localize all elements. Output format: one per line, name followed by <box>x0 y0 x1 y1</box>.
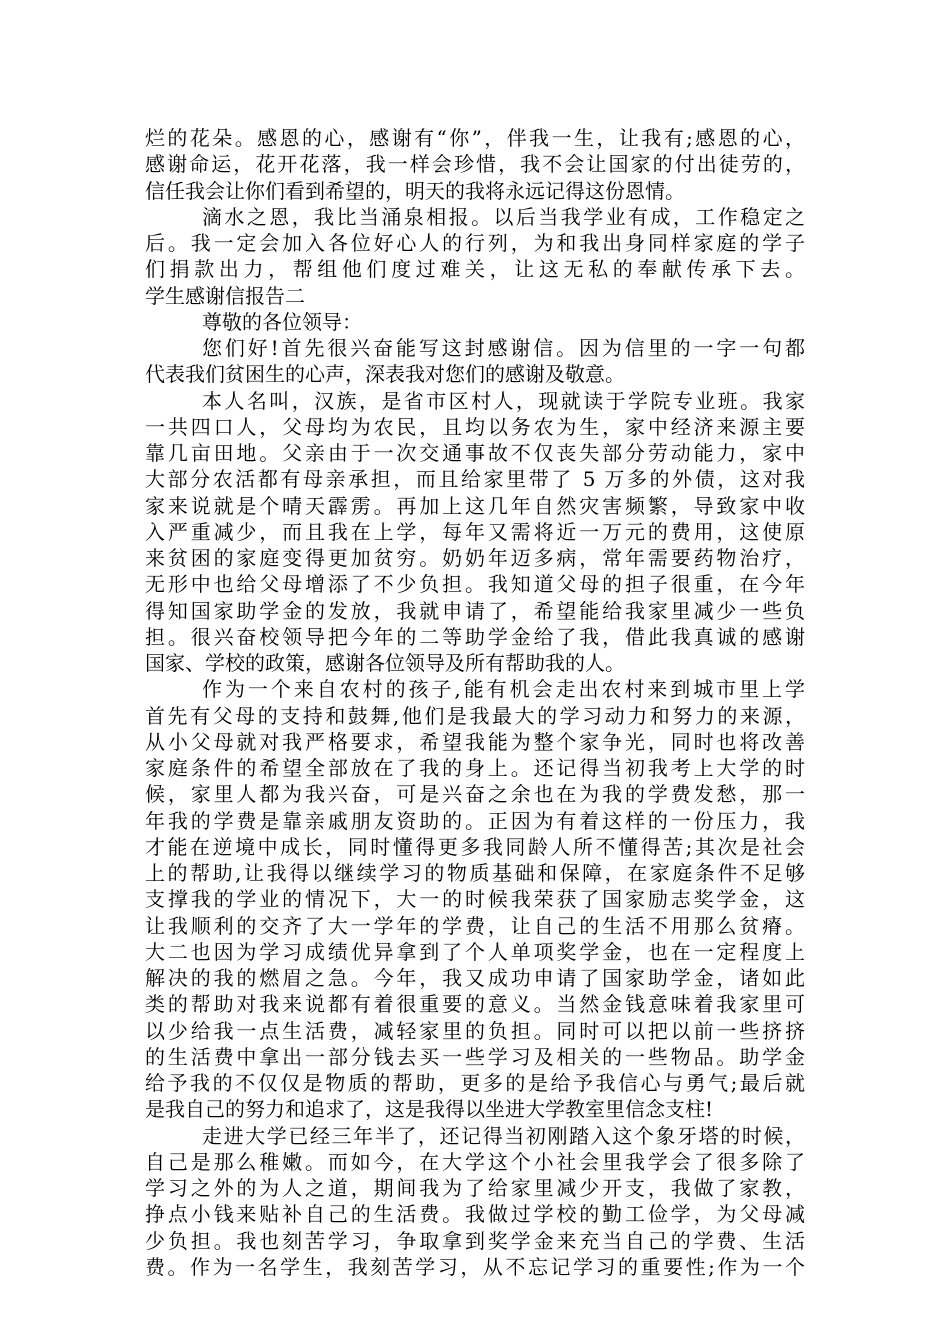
text-line: 以少给我一点生活费，减轻家里的负担。同时可以把以前一些挤挤 <box>145 1018 805 1043</box>
text-line: 代表我们贫困生的心声，深表我对您们的感谢及敬意。 <box>145 362 625 387</box>
text-line: 无形中也给父母增添了不少负担。我知道父母的担子很重，在今年 <box>145 572 805 597</box>
text-line: 候，家里人都为我兴奋，可是兴奋之余也在为我的学费发愁，那一 <box>145 782 805 807</box>
text-line: 让我顺利的交齐了大一学年的学费，让自己的生活不用那么贫瘠。 <box>145 913 805 938</box>
paragraph-first-line: 滴水之恩，我比当涌泉相报。以后当我学业有成，工作稳定之 <box>202 204 805 229</box>
text-line: 们捐款出力，帮组他们度过难关，让这无私的奉献传承下去。 <box>145 257 805 282</box>
text-line: 入严重减少，而且我在上学，每年又需将近一万元的费用，这使原 <box>145 519 805 544</box>
text-line: 大部分农活都有母亲承担，而且给家里带了 5 万多的外债，这对我 <box>145 467 805 492</box>
text-line: 从小父母就对我严格要求，希望我能为整个家争光，同时也将改善 <box>145 729 805 754</box>
text-line: 挣点小钱来贴补自己的生活费。我做过学校的勤工俭学，为父母减 <box>145 1202 805 1227</box>
text-line: 后。我一定会加入各位好心人的行列，为和我出身同样家庭的学子 <box>145 231 805 255</box>
text-line: 学习之外的为人之道，期间我为了给家里减少开支，我做了家教， <box>145 1176 805 1200</box>
text-line: 年我的学费是靠亲戚朋友资助的。正因为有着这样的一份压力，我 <box>145 808 805 833</box>
text-line: 的生活费中拿出一部分钱去买一些学习及相关的一些物品。助学金 <box>145 1044 805 1069</box>
text-line: 上的帮助,让我得以继续学习的物质基础和保障，在家庭条件不足够 <box>145 861 805 885</box>
paragraph-first-line: 本人名叫，汉族，是省市区村人，现就读于学院专业班。我家 <box>202 388 805 413</box>
text-line: 家来说就是个晴天霹雳。再加上这几年自然灾害频繁，导致家中收 <box>145 493 805 518</box>
paragraph-first-line: 您们好!首先很兴奋能写这封感谢信。因为信里的一字一句都 <box>202 336 805 360</box>
text-line: 给予我的不仅仅是物质的帮助，更多的是给予我信心与勇气;最后就 <box>145 1071 805 1095</box>
text-line: 烂的花朵。感恩的心，感谢有“你”，伴我一生，让我有;感恩的心， <box>145 126 805 150</box>
text-line: 支撑我的学业的情况下，大一的时候我荣获了国家励志奖学金，这 <box>145 887 805 912</box>
text-line: 信任我会让你们看到希望的，明天的我将永远记得这份恩情。 <box>145 178 685 203</box>
text-line: 解决的我的燃眉之急。今年，我又成功申请了国家助学金，诸如此 <box>145 966 805 990</box>
text-line: 感谢命运，花开花落，我一样会珍惜，我不会让国家的付出徒劳的， <box>145 152 805 177</box>
text-line: 自己是那么稚嫩。而如今，在大学这个小社会里我学会了很多除了 <box>145 1149 805 1174</box>
text-line: 得知国家助学金的发放，我就申请了，希望能给我家里减少一些负 <box>145 598 805 623</box>
text-line: 少负担。我也刻苦学习，争取拿到奖学金来充当自己的学费、生活 <box>145 1228 805 1253</box>
text-line: 靠几亩田地。父亲由于一次交通事故不仅丧失部分劳动能力，家中 <box>145 441 805 465</box>
text-line: 类的帮助对我来说都有着很重要的意义。当然金钱意味着我家里可 <box>145 992 805 1017</box>
paragraph-first-line: 走进大学已经三年半了，还记得当初刚踏入这个象牙塔的时候， <box>202 1123 805 1148</box>
text-line: 是我自己的努力和追求了，这是我得以坐进大学教室里信念支柱! <box>145 1097 714 1122</box>
text-line: 大二也因为学习成绩优异拿到了个人单项奖学金，也在一定程度上 <box>145 939 805 964</box>
text-line: 国家、学校的政策，感谢各位领导及所有帮助我的人。 <box>145 651 625 675</box>
paragraph-first-line: 尊敬的各位领导： <box>202 309 362 334</box>
text-line: 学生感谢信报告二 <box>145 283 305 308</box>
text-line: 一共四口人，父母均为农民，且均以务农为生，家中经济来源主要 <box>145 414 805 439</box>
text-line: 家庭条件的希望全部放在了我的身上。还记得当初我考上大学的时 <box>145 756 805 780</box>
text-line: 首先有父母的支持和鼓舞,他们是我最大的学习动力和努力的来源， <box>145 703 805 728</box>
text-line: 担。很兴奋校领导把今年的二等助学金给了我，借此我真诚的感谢 <box>145 624 805 649</box>
text-line: 才能在逆境中成长，同时懂得更多我同龄人所不懂得苦;其次是社会 <box>145 834 805 859</box>
paragraph-first-line: 作为一个来自农村的孩子,能有机会走出农村来到城市里上学 <box>202 677 805 702</box>
text-line: 来贫困的家庭变得更加贫穷。奶奶年迈多病，常年需要药物治疗， <box>145 546 805 570</box>
text-line: 费。作为一名学生，我刻苦学习，从不忘记学习的重要性;作为一个 <box>145 1254 805 1279</box>
